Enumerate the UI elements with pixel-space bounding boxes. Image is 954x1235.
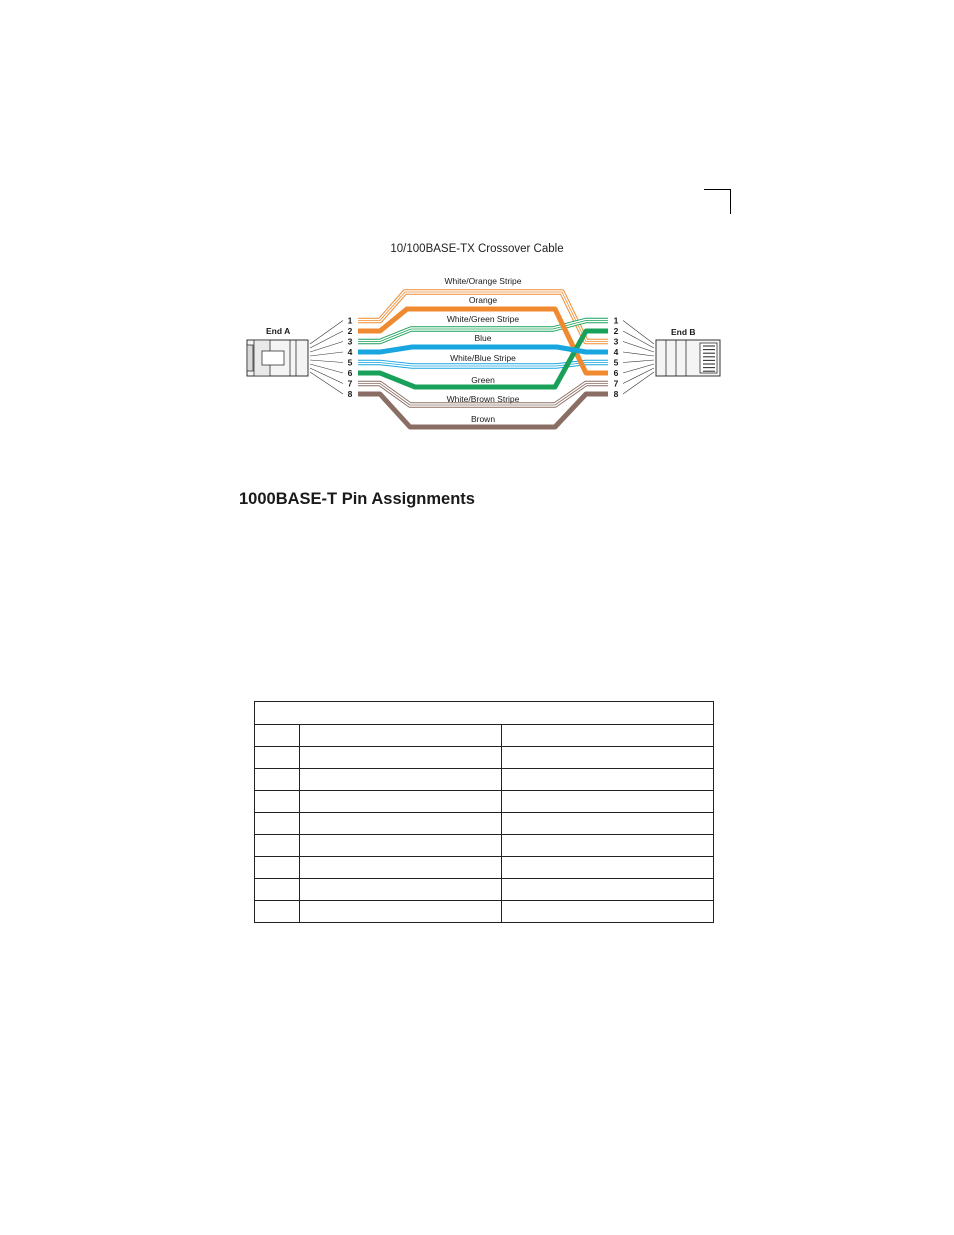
- table-caption: [255, 702, 714, 725]
- wire-solid: [358, 347, 608, 352]
- end-b-pin-number: 4: [613, 347, 619, 357]
- crossover-cable-diagram: [0, 0, 954, 480]
- end-b-pin-number: 3: [613, 336, 619, 347]
- table-row: [255, 857, 714, 879]
- table-cell: [300, 857, 502, 879]
- table-cell: [300, 813, 502, 835]
- table-cell: [502, 747, 714, 769]
- table-cell: [502, 813, 714, 835]
- table-row: [255, 791, 714, 813]
- table-cell: [255, 747, 300, 769]
- fanout-line: [623, 321, 654, 345]
- wire-label: Brown: [470, 414, 496, 424]
- fanout-line: [623, 372, 654, 394]
- table-cell: [255, 813, 300, 835]
- table-cell: [300, 901, 502, 923]
- fanout-line: [310, 342, 343, 353]
- end-b-pin-number: 1: [613, 315, 619, 326]
- table-cell: [255, 769, 300, 791]
- end-b-fanout-lines: [623, 321, 654, 395]
- fanout-line: [623, 360, 654, 363]
- table-header-row: [255, 725, 714, 747]
- end-a-pin-number: 1: [347, 315, 353, 326]
- end-a-pin-number: 8: [347, 389, 353, 399]
- table-cell: [502, 791, 714, 813]
- table-header-cell: [502, 725, 714, 747]
- wire-blue: [358, 347, 608, 352]
- figure-caption: 10/100BASE-TX Crossover Cable: [390, 243, 564, 255]
- table-cell: [502, 879, 714, 901]
- table-cell: [300, 835, 502, 857]
- fanout-line: [310, 368, 343, 384]
- table-cell: [502, 857, 714, 879]
- table-cell: [502, 835, 714, 857]
- wire-label: White/Green Stripe: [446, 314, 520, 324]
- end-b-pin-number: 2: [613, 326, 619, 336]
- end-a-pin-number: 7: [347, 378, 353, 389]
- table-cell: [300, 747, 502, 769]
- table-cell: [300, 791, 502, 813]
- fanout-line: [623, 342, 654, 353]
- end-b-pin-number: 5: [613, 357, 619, 368]
- table-row: [255, 769, 714, 791]
- table-cell: [255, 791, 300, 813]
- end-a-pin-number: 6: [347, 368, 353, 378]
- end-b-pin-number: 8: [613, 389, 619, 399]
- fanout-line: [623, 364, 654, 373]
- wire-label: Green: [471, 375, 495, 385]
- end-b-label: End B: [671, 327, 696, 337]
- end-b-pin-number: 7: [613, 378, 619, 389]
- wire-label: Blue: [474, 333, 492, 343]
- fanout-line: [623, 331, 654, 348]
- wire-label: White/Blue Stripe: [450, 353, 516, 363]
- fanout-line: [310, 331, 343, 348]
- table-cell: [502, 901, 714, 923]
- table-cell: [255, 835, 300, 857]
- table-row: [255, 901, 714, 923]
- section-heading: 1000BASE-T Pin Assignments: [239, 490, 475, 508]
- end-a-connector: [247, 340, 308, 376]
- wire-label: White/Orange Stripe: [444, 276, 522, 286]
- fanout-line: [310, 364, 343, 373]
- end-a-pin-number: 5: [347, 357, 353, 368]
- fanout-line: [310, 360, 343, 363]
- table-row: [255, 879, 714, 901]
- table-cell: [300, 879, 502, 901]
- table-cell: [255, 857, 300, 879]
- end-a-label: End A: [266, 326, 291, 336]
- wire-label: White/Brown Stripe: [446, 394, 520, 404]
- table-cell: [502, 769, 714, 791]
- fanout-line: [310, 321, 343, 345]
- end-a-fanout-lines: [310, 321, 343, 395]
- end-b-connector: [656, 340, 720, 376]
- fanout-line: [310, 372, 343, 394]
- fanout-line: [623, 352, 654, 356]
- table-row: [255, 747, 714, 769]
- end-b-pin-number: 6: [613, 368, 619, 378]
- table-header-cell: [255, 725, 300, 747]
- table-cell: [300, 769, 502, 791]
- table-cell: [255, 879, 300, 901]
- pin-assignment-table: [254, 701, 714, 923]
- table-header-cell: [300, 725, 502, 747]
- end-a-pin-number: 3: [347, 336, 353, 347]
- end-a-pin-number: 4: [347, 347, 353, 357]
- table-cell: [255, 901, 300, 923]
- wire-label: Orange: [468, 295, 498, 305]
- fanout-line: [310, 352, 343, 356]
- end-a-pin-number: 2: [347, 326, 353, 336]
- fanout-line: [623, 368, 654, 384]
- table-row: [255, 835, 714, 857]
- table-row: [255, 813, 714, 835]
